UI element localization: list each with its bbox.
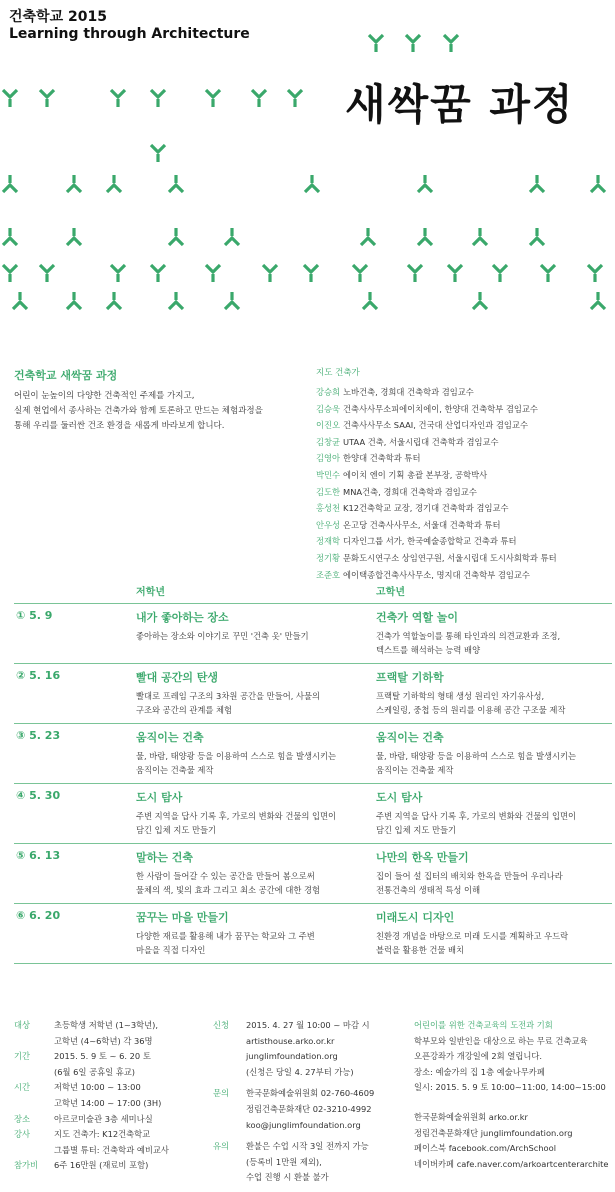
session-upper <box>376 909 611 957</box>
chevron-up-icon <box>169 175 183 192</box>
instructor-desc: MNA건축, 경희대 건축학과 겸임교수 <box>343 486 477 497</box>
chevron-down-icon <box>111 265 125 282</box>
info-row <box>14 1065 209 1081</box>
chevron-down-icon <box>304 265 318 282</box>
chevron-up-icon <box>169 228 183 245</box>
chevron-up-icon <box>591 292 605 309</box>
info-value: 정림건축문화재단 02-3210-4992 <box>246 1103 372 1114</box>
instructor-desc: K12건축학교 교장, 경기대 건축학과 겸임교수 <box>343 503 509 514</box>
session-desc <box>136 809 371 837</box>
info-col-lecture <box>414 1018 614 1172</box>
intro-line: 통해 우리를 둘러싼 건조 환경을 새롭게 바라보게 합니다. <box>14 421 225 431</box>
instructor-row <box>316 417 611 434</box>
session-title: 내가 좋아하는 장소 <box>136 611 229 624</box>
chevron-up-icon <box>530 228 544 245</box>
intro-title: 건축학교 새싹꿈 과정 <box>14 369 118 382</box>
session-desc-line: 물, 바람, 태양광 등을 이용하여 스스로 힘을 발생시키는 <box>376 751 577 761</box>
schedule-row <box>14 783 612 843</box>
info-row <box>14 1080 209 1096</box>
instructor-desc: 에이택종합건축사사무소, 명지대 건축학부 겸임교수 <box>343 569 530 580</box>
info-value: koo@junglimfoundation.org <box>246 1119 361 1130</box>
schedule-row <box>14 843 612 903</box>
info-row <box>213 1065 408 1081</box>
chevron-up-icon <box>363 292 377 309</box>
instructor-desc: 노바건축, 경희대 건축학과 겸임교수 <box>343 387 474 397</box>
chevron-down-icon <box>151 265 165 282</box>
lecture-line: 일시: 2015. 5. 9 토 10:00~11:00, 14:00~15:00 <box>414 1082 606 1093</box>
instructor-row <box>316 434 611 451</box>
instructor-desc: 온고당 건축사사무소, 서울대 건축학과 튜터 <box>343 519 501 530</box>
session-title: 건축가 역할 놀이 <box>376 611 459 624</box>
session-desc-line: 다양한 재료를 활용해 내가 꿈꾸는 학교와 그 주변 <box>136 931 315 941</box>
chevron-down-icon <box>40 90 54 107</box>
intro-line: 실제 현업에서 종사하는 건축가와 함께 토론하고 만드는 체험과정을 <box>14 406 263 416</box>
session-lower <box>136 669 371 717</box>
chevron-down-icon <box>263 265 277 282</box>
schedule-row <box>14 903 612 963</box>
session-desc <box>376 629 611 657</box>
col-upper-label: 고학년 <box>376 587 405 598</box>
info-row <box>14 1112 209 1128</box>
session-desc-line: 블럭을 활용한 건물 배치 <box>376 945 465 955</box>
session-date: ① 5. 9 <box>16 609 53 622</box>
contact-links <box>414 1110 614 1172</box>
instructor-row <box>316 401 611 418</box>
session-desc-line: 전통건축의 생태적 특성 이해 <box>376 885 481 895</box>
session-desc-line: 주변 지역을 답사 기록 후, 가로의 변화와 건물의 입면이 <box>376 811 577 821</box>
session-desc <box>136 869 371 897</box>
session-desc <box>376 689 611 717</box>
instructor-desc: 건축사사무소 SAAI, 건국대 산업디자인과 겸임교수 <box>343 420 528 431</box>
session-date: ⑥ 6. 20 <box>16 909 61 922</box>
contact-link: 네이버카페 cafe.naver.com/arkoartcenterarchite <box>414 1158 609 1169</box>
info-value: 고학년 14:00 ~ 17:00 (3H) <box>54 1097 162 1108</box>
info-label: 기간 <box>14 1051 31 1062</box>
contact-link: 페이스북 facebook.com/ArchSchool <box>414 1143 557 1154</box>
session-date: ② 5. 16 <box>16 669 61 682</box>
chevron-down-icon <box>206 265 220 282</box>
schedule-row <box>14 663 612 723</box>
info-row <box>14 1143 209 1159</box>
info-row <box>213 1118 408 1134</box>
chevron-up-icon <box>225 228 239 245</box>
session-upper <box>376 849 611 897</box>
session-title: 도시 탐사 <box>136 791 183 804</box>
instructor-name: 김승욱 <box>316 403 341 414</box>
chevron-down-icon <box>252 90 266 107</box>
session-desc-line: 구조와 공간의 관계를 체험 <box>136 705 233 715</box>
session-desc-line: 빨대로 프레임 구조의 3차원 공간을 만들어, 사물의 <box>136 691 321 701</box>
chevron-down-icon <box>448 265 462 282</box>
instructor-name: 조준호 <box>316 569 341 580</box>
session-desc <box>136 689 371 717</box>
info-label: 참가비 <box>14 1160 39 1171</box>
intro-section <box>14 367 304 434</box>
info-row <box>213 1139 408 1155</box>
info-row <box>213 1018 408 1034</box>
info-col-apply <box>213 1018 408 1192</box>
chevron-down-icon <box>3 265 17 282</box>
session-upper <box>376 789 611 837</box>
session-desc-line: 스케일링, 중첩 등의 원리를 이용해 공간 구조물 제작 <box>376 705 566 715</box>
session-title: 나만의 한옥 만들기 <box>376 851 469 864</box>
info-row <box>14 1096 209 1112</box>
instructor-row <box>316 533 611 550</box>
header-title <box>9 9 250 43</box>
instructor-desc: 문화도시연구소 상임연구원, 서울시립대 도시사회학과 튜터 <box>343 552 557 563</box>
info-value: (신청은 당일 4. 27부터 가능) <box>246 1066 354 1077</box>
info-value: 수업 진행 시 환불 불가 <box>246 1172 329 1183</box>
info-value: (6월 6일 공휴일 휴교) <box>54 1066 136 1077</box>
chevron-down-icon <box>40 265 54 282</box>
session-desc-line: 물, 바람, 태양광 등을 이용하여 스스로 힘을 발생시키는 <box>136 751 337 761</box>
header-line1: 건축학교 2015 <box>9 9 107 25</box>
session-desc-line: 움직이는 건축물 제작 <box>376 765 454 775</box>
chevron-up-icon <box>473 292 487 309</box>
chevron-down-icon <box>408 265 422 282</box>
instructor-name: 김도한 <box>316 486 341 497</box>
session-desc-line: 담긴 입체 지도 만들기 <box>136 825 217 835</box>
session-upper <box>376 609 611 657</box>
schedule-row <box>14 723 612 783</box>
chevron-up-icon <box>3 228 17 245</box>
session-desc-line: 프랙탈 기하학의 형태 생성 원리인 자기유사성, <box>376 691 545 701</box>
info-value: (등록비 1만원 제외), <box>246 1156 322 1167</box>
chevron-down-icon <box>111 90 125 107</box>
info-row <box>14 1158 209 1174</box>
session-desc-line: 움직이는 건축물 제작 <box>136 765 214 775</box>
instructor-name: 정재학 <box>316 536 341 547</box>
instructor-name: 정기황 <box>316 552 341 563</box>
instructor-desc: 디자인그룹 서가, 한국예술종합학교 건축과 튜터 <box>343 536 517 547</box>
session-desc <box>376 809 611 837</box>
session-desc-line: 친환경 개념을 바탕으로 미래 도시를 계획하고 우드락 <box>376 931 569 941</box>
chevron-up-icon <box>473 228 487 245</box>
session-title: 꿈꾸는 마을 만들기 <box>136 911 229 924</box>
main-title: 새싹꿈 과정 <box>345 80 575 129</box>
chevron-down-icon <box>288 90 302 107</box>
chevron-up-icon <box>3 175 17 192</box>
session-desc-line: 좋아하는 장소와 이야기로 꾸민 '건축 옷' 만들기 <box>136 631 309 641</box>
instructor-desc: 한양대 건축학과 튜터 <box>343 453 421 464</box>
session-lower <box>136 909 371 957</box>
lecture-details <box>414 1034 614 1096</box>
session-desc <box>376 869 611 897</box>
chevron-up-icon <box>169 292 183 309</box>
contact-link: 정림건축문화재단 junglimfoundation.org <box>414 1127 573 1138</box>
info-row <box>213 1049 408 1065</box>
info-value: artisthouse.arko.or.kr <box>246 1035 335 1046</box>
instructor-desc: 에이치 엔이 기획 총괄 본부장, 공학박사 <box>343 469 488 480</box>
chevron-up-icon <box>107 292 121 309</box>
session-desc-line: 텍스트를 해석하는 능력 배양 <box>376 645 481 655</box>
session-lower <box>136 789 371 837</box>
chevron-pattern <box>0 0 615 330</box>
chevron-down-icon <box>151 145 165 162</box>
instructor-row <box>316 484 611 501</box>
info-row <box>14 1018 209 1034</box>
contact-link: 한국문화예술위원회 arko.or.kr <box>414 1111 528 1122</box>
info-row <box>213 1086 408 1102</box>
chevron-up-icon <box>107 175 121 192</box>
intro-body <box>14 389 304 434</box>
chevron-up-icon <box>418 228 432 245</box>
chevron-down-icon <box>541 265 555 282</box>
chevron-down-icon <box>406 35 420 52</box>
intro-line: 어린이 눈높이의 다양한 건축적인 주제를 가지고, <box>14 391 195 401</box>
chevron-up-icon <box>530 175 544 192</box>
session-desc-line: 마을을 직접 디자인 <box>136 945 206 955</box>
chevron-down-icon <box>353 265 367 282</box>
session-desc-line: 물체의 색, 빛의 효과 그리고 최소 공간에 대한 경험 <box>136 885 321 895</box>
info-label: 대상 <box>14 1020 31 1030</box>
instructor-desc: 건축사사무소피에이치에이, 한양대 건축학부 겸임교수 <box>343 403 538 414</box>
info-row <box>213 1034 408 1050</box>
info-value: junglimfoundation.org <box>246 1051 338 1062</box>
instructor-row <box>316 567 611 584</box>
instructor-row <box>316 450 611 467</box>
session-lower <box>136 849 371 897</box>
info-value: 환불은 수업 시작 3일 전까지 가능 <box>246 1141 369 1152</box>
chevron-down-icon <box>151 90 165 107</box>
info-value: 2015. 5. 9 토 ~ 6. 20 토 <box>54 1051 151 1062</box>
chevron-up-icon <box>225 292 239 309</box>
schedule-row <box>14 603 612 663</box>
session-desc <box>136 749 371 777</box>
info-label: 유의 <box>213 1141 230 1152</box>
info-value: 아르코미술관 3층 세미나실 <box>54 1113 153 1124</box>
chevron-up-icon <box>67 292 81 309</box>
chevron-up-icon <box>418 175 432 192</box>
instructor-row <box>316 500 611 517</box>
info-label: 시간 <box>14 1082 31 1093</box>
info-value: 한국문화예술위원회 02-760-4609 <box>246 1088 375 1099</box>
chevron-down-icon <box>493 265 507 282</box>
instructors-heading: 지도 건축가 <box>316 368 360 378</box>
session-desc-line: 담긴 입체 지도 만들기 <box>376 825 457 835</box>
session-desc <box>376 749 611 777</box>
info-label: 신청 <box>213 1020 230 1030</box>
lecture-title: 어린이를 위한 건축교육의 도전과 기회 <box>414 1020 553 1030</box>
info-value: 그룹별 튜터: 건축학과 예비교사 <box>54 1144 169 1155</box>
instructor-name: 강승희 <box>316 387 341 397</box>
instructor-row <box>316 517 611 534</box>
instructor-row <box>316 384 611 401</box>
session-date: ⑤ 6. 13 <box>16 849 61 862</box>
instructor-row <box>316 467 611 484</box>
info-col-basic <box>14 1018 209 1174</box>
info-value: 2015. 4. 27 월 10:00 ~ 마감 시 <box>246 1020 370 1030</box>
chevron-down-icon <box>369 35 383 52</box>
session-desc-line: 건축가 역할놀이를 통해 타인과의 의견교환과 조정, <box>376 631 561 641</box>
session-date: ④ 5. 30 <box>16 789 61 802</box>
info-value: 고학년 (4~6학년) 각 36명 <box>54 1035 153 1046</box>
schedule-rows <box>14 603 612 963</box>
session-title: 움직이는 건축 <box>376 731 444 744</box>
info-row <box>213 1155 408 1171</box>
session-desc-line: 주변 지역을 답사 기록 후, 가로의 변화와 건물의 입면이 <box>136 811 337 821</box>
session-upper <box>376 669 611 717</box>
lecture-line: 학부모와 일반인을 대상으로 하는 무료 건축교육 <box>414 1035 588 1046</box>
chevron-up-icon <box>591 175 605 192</box>
instructor-name: 박민수 <box>316 469 341 480</box>
instructor-desc: UTAA 건축, 서울시립대 건축학과 겸임교수 <box>343 436 499 447</box>
instructor-name: 안우성 <box>316 519 341 530</box>
instructor-name: 이진오 <box>316 420 341 431</box>
session-title: 빨대 공간의 탄생 <box>136 671 219 684</box>
chevron-up-icon <box>361 228 375 245</box>
info-row <box>14 1049 209 1065</box>
header-line2: Learning through Architecture <box>9 26 250 42</box>
chevron-down-icon <box>444 35 458 52</box>
chevron-down-icon <box>206 90 220 107</box>
session-desc-line: 집이 들어 설 집터의 배치와 한옥을 만들어 우리나라 <box>376 871 563 881</box>
schedule-bottom-rule <box>14 963 612 964</box>
session-title: 프랙탈 기하학 <box>376 671 444 684</box>
session-lower <box>136 609 371 643</box>
session-desc-line: 한 사람이 들어갈 수 있는 공간을 만들어 봄으로써 <box>136 871 315 881</box>
instructor-name: 김영아 <box>316 453 341 464</box>
info-value: 지도 건축가: K12건축학교 <box>54 1129 151 1140</box>
session-desc <box>136 629 371 643</box>
session-title: 말하는 건축 <box>136 851 193 864</box>
chevron-up-icon <box>305 175 319 192</box>
session-date: ③ 5. 23 <box>16 729 61 742</box>
chevron-down-icon <box>588 265 602 282</box>
info-row <box>14 1034 209 1050</box>
session-upper <box>376 729 611 777</box>
col-lower-label: 저학년 <box>136 587 165 598</box>
chevron-down-icon <box>3 90 17 107</box>
info-value: 저학년 10:00 ~ 13:00 <box>54 1082 141 1093</box>
session-title: 미래도시 디자인 <box>376 911 455 924</box>
chevron-up-icon <box>67 175 81 192</box>
info-value: 초등학생 저학년 (1~3학년), <box>54 1020 159 1030</box>
session-desc <box>136 929 371 957</box>
info-value: 6주 16만원 (재료비 포함) <box>54 1160 149 1171</box>
chevron-up-icon <box>67 228 81 245</box>
info-row <box>213 1170 408 1186</box>
info-row <box>14 1127 209 1143</box>
instructor-list <box>316 384 611 583</box>
session-desc <box>376 929 611 957</box>
info-label: 강사 <box>14 1129 31 1140</box>
info-label: 문의 <box>213 1088 230 1099</box>
info-row <box>213 1102 408 1118</box>
chevron-up-icon <box>13 292 27 309</box>
schedule-table <box>14 583 612 964</box>
instructor-name: 김창균 <box>316 436 341 447</box>
instructor-row <box>316 550 611 567</box>
instructors-section <box>316 366 611 583</box>
info-label: 장소 <box>14 1113 31 1124</box>
lecture-line: 장소: 예술가의 집 1층 예술나무카페 <box>414 1066 545 1077</box>
session-title: 움직이는 건축 <box>136 731 204 744</box>
session-title: 도시 탐사 <box>376 791 423 804</box>
schedule-header <box>14 583 612 603</box>
instructor-name: 홍성천 <box>316 503 341 514</box>
lecture-line: 오픈강좌가 개강일에 2회 열립니다. <box>414 1051 543 1062</box>
session-lower <box>136 729 371 777</box>
